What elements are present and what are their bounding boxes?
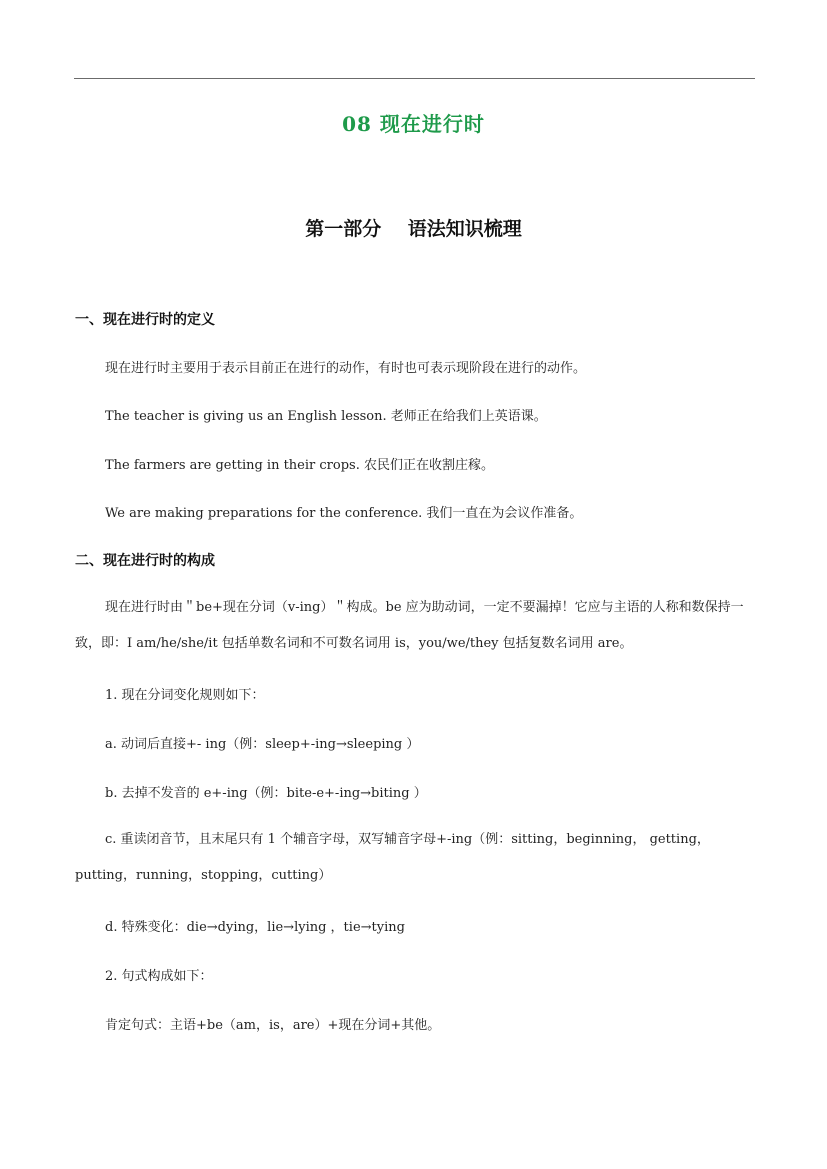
example-sentence-2: The farmers are getting in their crops. 农民们正在收割庄稼。 xyxy=(105,458,494,473)
participle-rules-heading: 1. 现在分词变化规则如下： xyxy=(105,688,265,703)
structure-intro-paragraph: 现在进行时由＂be+现在分词（v-ing）＂构成。be 应为助动词，一定不要漏掉！它应与主语的人称和数保持一致，即：I am/he/she/it 包括单数名词和不可数名词用 is，you/we/they 包括复数名词用 are。 xyxy=(75,600,744,651)
rule-a: a. 动词后直接+- ing（例：sleep+-ing→sleeping ） xyxy=(105,737,420,752)
section-heading-definition: 一、现在进行时的定义 xyxy=(75,312,215,328)
rule-c: c. 重读闭音节，且末尾只有 1 个辅音字母，双写辅音字母+-ing（例：sitting，beginning， getting，putting，running，stopping，cutting） xyxy=(75,832,710,883)
rule-d: d. 特殊变化：die→dying，lie→lying ，tie→tying xyxy=(105,920,405,935)
section-heading-structure: 二、现在进行时的构成 xyxy=(75,553,215,569)
document-title: 08 现在进行时 xyxy=(342,112,485,136)
definition-paragraph: 现在进行时主要用于表示目前正在进行的动作，有时也可表示现阶段在进行的动作。 xyxy=(105,361,587,376)
part-title: 第一部分 语法知识梳理 xyxy=(305,218,522,240)
example-sentence-1: The teacher is giving us an English lesson. 老师正在给我们上英语课。 xyxy=(105,409,547,424)
sentence-structure-heading: 2. 句式构成如下： xyxy=(105,969,213,984)
example-sentence-3: We are making preparations for the conference. 我们一直在为会议作准备。 xyxy=(105,506,583,521)
header-rule xyxy=(74,78,755,79)
affirmative-sentence-pattern: 肯定句式：主语+be（am，is，are）+现在分词+其他。 xyxy=(105,1018,441,1033)
rule-b: b. 去掉不发音的 e+-ing（例：bite-e+-ing→biting ） xyxy=(105,786,427,801)
